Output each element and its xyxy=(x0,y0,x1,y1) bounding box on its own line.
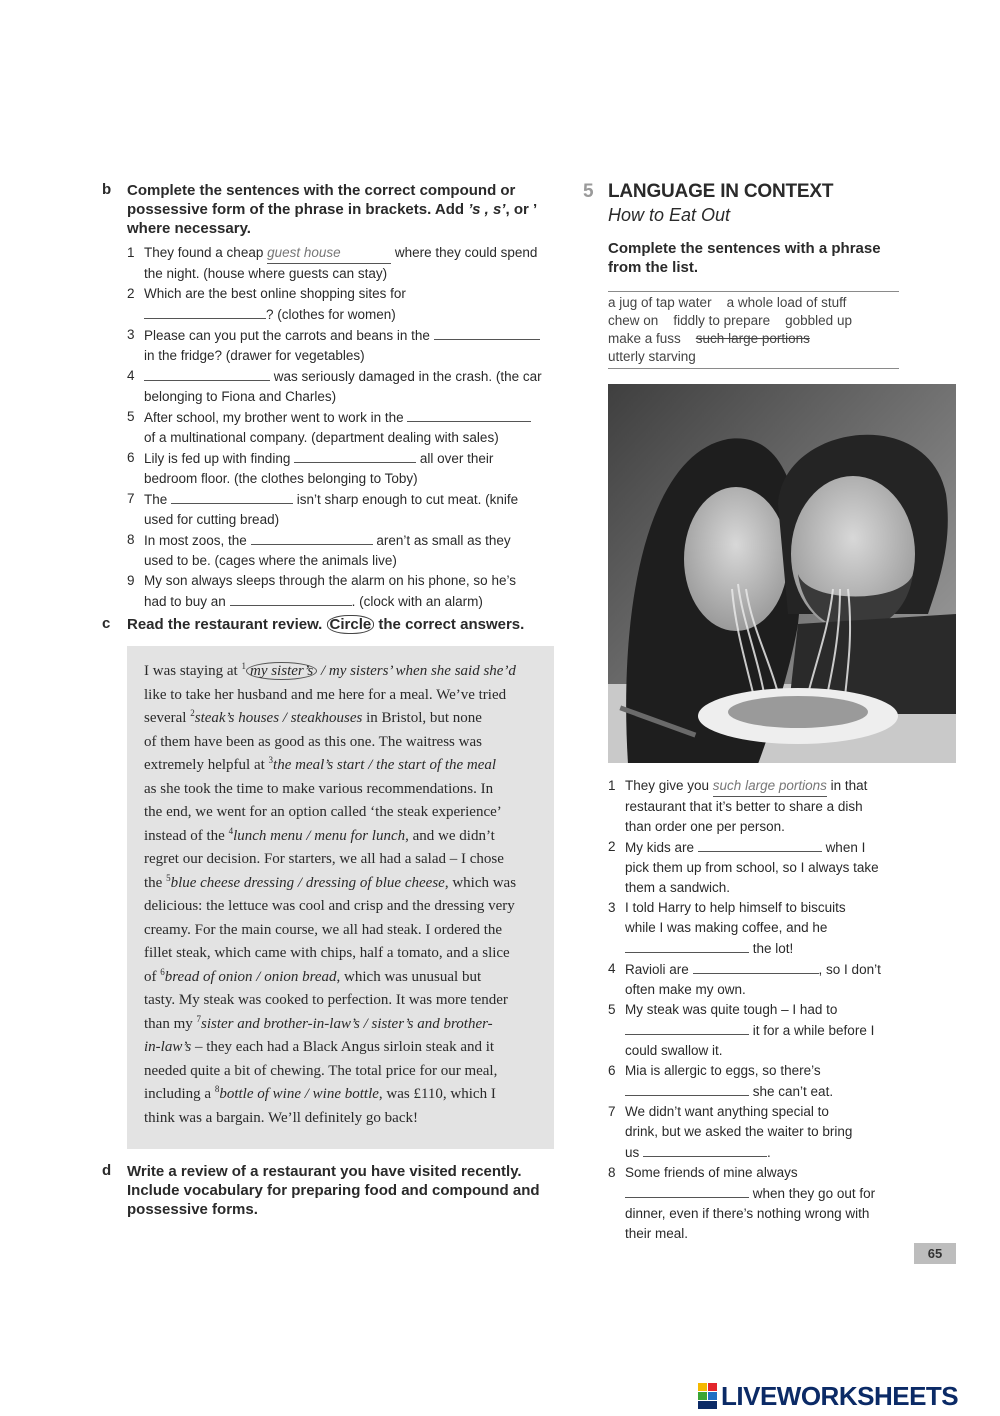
review-option: my sisters’ xyxy=(328,663,392,679)
review-text: creamy. For the main course, we all had steak. I ordered the xyxy=(144,921,503,938)
review-gap-number: 2 xyxy=(190,708,195,718)
answer-blank[interactable] xyxy=(625,1081,749,1096)
review-option: when she said she’d xyxy=(391,663,516,679)
review-option: bottle of wine / wine bottle xyxy=(219,1086,379,1102)
review-line xyxy=(144,919,539,943)
review-gap-number: 4 xyxy=(228,825,234,836)
review-line xyxy=(144,778,539,802)
phrase-item-used: such large portions xyxy=(695,331,810,346)
section-c-instruction: Read the restaurant review. Circle the correct answers. xyxy=(127,616,525,633)
review-text: instead of the xyxy=(144,827,229,844)
review-line xyxy=(144,1107,539,1131)
review-option: the meal’s start / the start of the meal xyxy=(273,757,497,773)
phrase-row xyxy=(608,312,899,330)
review-gap-number: 3 xyxy=(268,755,274,765)
phrase-item: chew on xyxy=(608,313,659,328)
review-text: think was a bargain. We’ll definitely go back! xyxy=(144,1109,418,1126)
review-line xyxy=(144,731,539,755)
review-line xyxy=(144,942,539,966)
exercise-item: 1 They found a cheap guest house where they could spend the night. (house where guests can stay) xyxy=(127,245,538,281)
phrase-row xyxy=(608,330,899,348)
couple-eating-spaghetti-photo xyxy=(608,384,956,763)
section-5-number: 5 xyxy=(583,181,594,202)
review-line xyxy=(144,872,539,896)
review-line xyxy=(144,825,539,849)
answer-blank[interactable] xyxy=(407,407,531,422)
review-text: fillet steak, which came with chips, half a tomato, and a slice xyxy=(144,945,510,961)
answer-blank[interactable] xyxy=(144,304,266,319)
review-text: delicious: the lettuce was cool and crisp and the dressing very xyxy=(144,898,515,914)
review-gap-number: 6 xyxy=(160,966,165,977)
exercise-item: 9 My son always sleeps through the alarm on his phone, so he’s had to buy an . (clock with an alarm) xyxy=(127,573,516,609)
review-line xyxy=(144,1036,539,1060)
exercise-item: 8 In most zoos, the aren’t as small as they used to be. (cages where the animals live) xyxy=(127,532,511,568)
review-text: , which was unusual but xyxy=(336,968,482,985)
phrase-item: utterly starving xyxy=(608,349,696,364)
review-line xyxy=(144,660,539,684)
review-text: as she took the time to make various recommendations. In xyxy=(144,780,494,797)
exercise-item: 7 We didn’t want anything special to drink, but we asked the waiter to bring us . xyxy=(608,1104,853,1160)
review-gap-number: 7 xyxy=(196,1013,201,1024)
phrase-item: fiddly to prepare xyxy=(673,313,771,328)
exercise-item: 3 I told Harry to help himself to biscuits while I was making coffee, and he the lot! xyxy=(608,900,846,956)
photo-illustration xyxy=(608,384,956,763)
review-text: like to take her husband and me here for a meal. We’ve tried xyxy=(144,686,507,703)
review-text: needed quite a bit of chewing. The total price for our meal, xyxy=(144,1062,498,1079)
liveworksheets-logo xyxy=(698,1381,958,1411)
review-text: than my xyxy=(144,1015,197,1032)
circle-word: Circle xyxy=(327,615,375,634)
review-text: , was £110, which I xyxy=(378,1086,496,1102)
review-line xyxy=(144,895,539,919)
review-option: / xyxy=(317,663,329,679)
answer-blank[interactable] xyxy=(625,1020,749,1035)
liveworksheets-logo-text: LIVEWORKSHEETS xyxy=(721,1380,959,1411)
answer-blank[interactable] xyxy=(294,448,416,463)
exercise-item: 2 My kids are when I pick them up from school, so I always take them a sandwich. xyxy=(608,839,879,895)
phrase-item: a jug of tap water xyxy=(608,295,712,310)
review-line xyxy=(144,684,539,708)
section-b-letter: b xyxy=(102,181,112,198)
exercise-item: 6 Mia is allergic to eggs, so there’s she can’t eat. xyxy=(608,1063,834,1099)
answer-blank[interactable] xyxy=(144,366,270,381)
review-line xyxy=(144,1060,539,1084)
review-line xyxy=(144,989,539,1013)
review-option: in-law’s xyxy=(144,1039,192,1055)
review-text: – they each had a Black Angus sirloin steak and it xyxy=(191,1039,495,1055)
answer-blank[interactable] xyxy=(643,1142,767,1157)
section-b-instruction xyxy=(127,181,557,238)
section-5-instruction: Complete the sentences with a phrase from the list. xyxy=(608,240,881,276)
review-gap-number: 8 xyxy=(214,1084,220,1094)
review-line xyxy=(144,1013,539,1037)
review-text: , and we didn’t xyxy=(405,827,495,844)
review-text: tasty. My steak was cooked to perfection. It was more tender xyxy=(144,992,508,1008)
review-gap-number: 1 xyxy=(241,661,246,671)
exercise-item: 4 Ravioli are , so I don’t often make my own. xyxy=(608,961,881,997)
review-line xyxy=(144,1083,539,1107)
review-text: of them have been as good as this one. The waitress was xyxy=(144,733,482,750)
review-line xyxy=(144,754,539,778)
exercise-item: 5 My steak was quite tough – I had to it for a while before I could swallow it. xyxy=(608,1002,875,1058)
liveworksheets-logo-icon xyxy=(698,1383,718,1409)
exercise-item: 5 After school, my brother went to work in the of a multinational company. (department dealing with sales) xyxy=(127,407,567,448)
section-d-instruction: Write a review of a restaurant you have visited recently. Include vocabulary for preparing food and compound and possessive forms. xyxy=(127,1163,540,1218)
review-option-circled: my sister’s xyxy=(246,662,317,680)
section-5-items xyxy=(608,776,908,1244)
review-text: regret our decision. For starters, we all had a salad – I chose xyxy=(144,851,504,867)
review-line xyxy=(144,848,539,872)
review-text: the end, we went for an option called ‘the steak experience’ xyxy=(144,804,502,820)
instruction-line: Complete the sentences with the correct compound or xyxy=(127,182,516,199)
instruction-line: possessive form of the phrase in brackets. Add ’s , s’, or ’ xyxy=(127,201,538,218)
review-text: several xyxy=(144,710,191,726)
answer-blank[interactable] xyxy=(230,591,352,606)
answer-blank[interactable] xyxy=(434,325,540,340)
review-option: lunch menu / menu for lunch xyxy=(233,827,406,844)
review-gap-number: 5 xyxy=(166,872,171,883)
answer-example: such large portions xyxy=(713,776,827,797)
review-text: , which was xyxy=(444,874,517,891)
section-d-letter: d xyxy=(102,1162,112,1179)
answer-example: guest house xyxy=(267,243,391,264)
section-c-letter: c xyxy=(102,615,111,632)
review-text: extremely helpful at xyxy=(144,757,269,773)
page-number: 65 xyxy=(914,1243,956,1264)
restaurant-review-text xyxy=(144,660,539,1130)
answer-blank[interactable] xyxy=(625,938,749,953)
phrase-item: gobbled up xyxy=(785,313,852,328)
section-b-items xyxy=(127,243,567,612)
section-5-title: LANGUAGE IN CONTEXT xyxy=(608,181,834,202)
answer-blank[interactable] xyxy=(693,959,819,974)
review-line xyxy=(144,966,539,990)
review-option: steak’s houses / steakhouses xyxy=(194,710,363,726)
review-text: of xyxy=(144,968,161,985)
answer-blank[interactable] xyxy=(625,1183,749,1198)
phrase-item: make a fuss xyxy=(608,331,681,346)
phrase-row xyxy=(608,294,899,312)
exercise-item: 6 Lily is fed up with finding all over their bedroom floor. (the clothes belonging to Toby) xyxy=(127,450,494,486)
review-option: sister and brother-in-law’s / sister’s and brother- xyxy=(201,1015,493,1032)
section-5-subtitle: How to Eat Out xyxy=(608,205,731,225)
phrase-list xyxy=(608,291,899,369)
answer-blank[interactable] xyxy=(171,489,293,504)
exercise-item: 8 Some friends of mine always when they go out for dinner, even if there’s nothing wrong with their meal. xyxy=(608,1165,876,1241)
review-text: in Bristol, but none xyxy=(362,710,482,726)
exercise-item: 1 They give you such large portions in that restaurant that it’s better to share a dish than order one per person. xyxy=(608,778,868,834)
answer-blank[interactable] xyxy=(698,837,822,852)
review-option: bread of onion / onion bread xyxy=(164,968,337,985)
exercise-item: 4 was seriously damaged in the crash. (the car belonging to Fiona and Charles) xyxy=(127,368,542,404)
answer-blank[interactable] xyxy=(251,530,373,545)
restaurant-review-box xyxy=(127,646,554,1149)
exercise-item: 7 The isn’t sharp enough to cut meat. (knife used for cutting bread) xyxy=(127,491,519,527)
review-text: the xyxy=(144,874,167,891)
exercise-item: 3 Please can you put the carrots and beans in the in the fridge? (drawer for vegetables) xyxy=(127,325,567,366)
review-option: blue cheese dressing / dressing of blue cheese xyxy=(170,874,445,891)
phrase-row xyxy=(608,348,899,366)
review-text: including a xyxy=(144,1086,215,1102)
review-line xyxy=(144,707,539,731)
review-line xyxy=(144,801,539,825)
instruction-line: where necessary. xyxy=(127,220,251,237)
phrase-item: a whole load of stuff xyxy=(726,295,847,310)
exercise-item: 2 Which are the best online shopping sites for ? (clothes for women) xyxy=(127,286,406,322)
review-text: I was staying at xyxy=(144,663,242,679)
